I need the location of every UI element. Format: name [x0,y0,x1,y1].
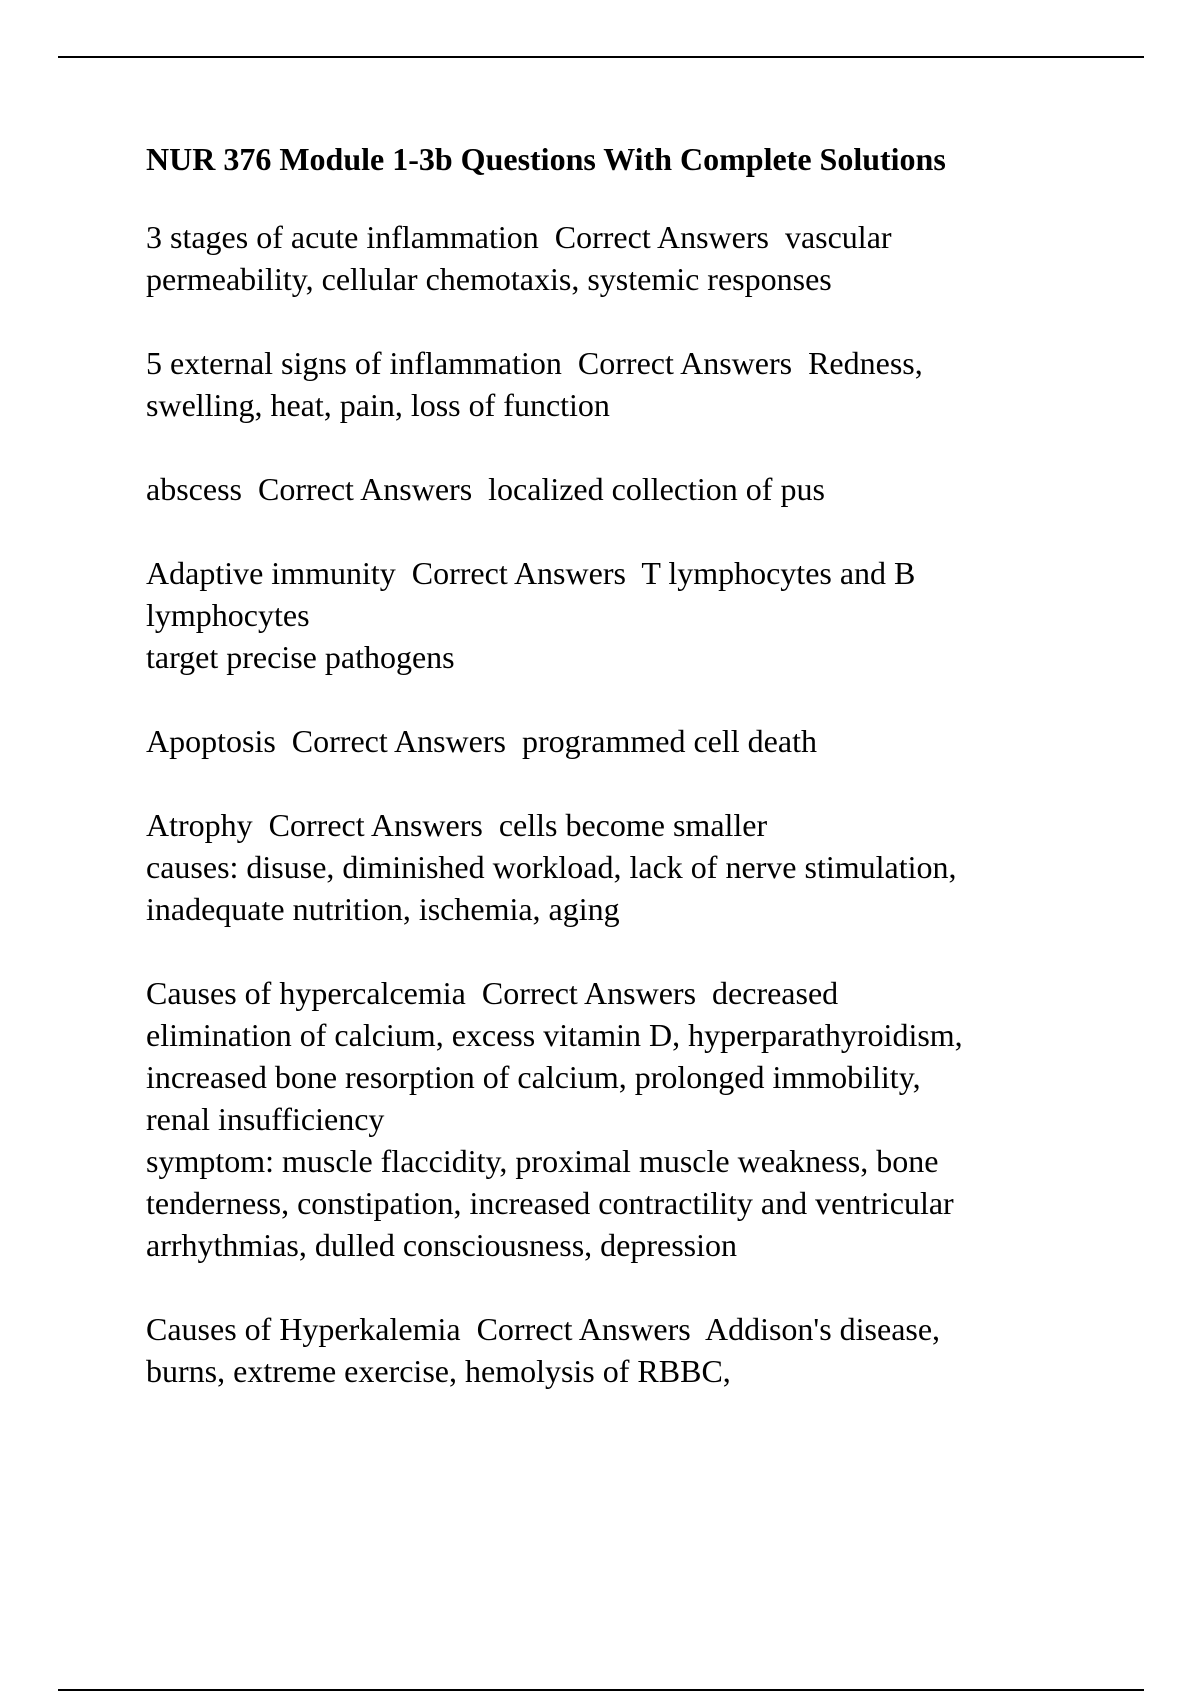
entry-line: Causes of hypercalcemia Correct Answers decreased [146,975,839,1011]
entry-line: renal insufficiency [146,1101,385,1137]
entry-line: arrhythmias, dulled consciousness, depression [146,1227,737,1263]
entry-line: lymphocytes [146,597,310,633]
footer-rule [58,1689,1144,1691]
document-title: NUR 376 Module 1-3b Questions With Complete Solutions [146,141,946,177]
header-rule [58,56,1144,58]
entry-line: inadequate nutrition, ischemia, aging [146,891,620,927]
document-body [146,138,1106,1434]
entry-line: 3 stages of acute inflammation Correct Answers vascular [146,219,892,255]
entry-line: 5 external signs of inflammation Correct Answers Redness, [146,345,923,381]
qa-entry [146,342,1106,426]
entry-line: Apoptosis Correct Answers programmed cell death [146,723,817,759]
entry-line: Atrophy Correct Answers cells become smaller [146,807,768,843]
entry-line: abscess Correct Answers localized collection of pus [146,471,825,507]
qa-entry [146,468,1106,510]
entry-line: symptom: muscle flaccidity, proximal muscle weakness, bone [146,1143,939,1179]
qa-entry [146,804,1106,930]
entry-line: swelling, heat, pain, loss of function [146,387,610,423]
qa-entry [146,1308,1106,1392]
entry-line: causes: disuse, diminished workload, lack of nerve stimulation, [146,849,957,885]
qa-entry [146,552,1106,678]
qa-entry [146,972,1106,1266]
qa-entry [146,720,1106,762]
entry-line: burns, extreme exercise, hemolysis of RBBC, [146,1353,731,1389]
entry-line: permeability, cellular chemotaxis, systemic responses [146,261,832,297]
entry-line: tenderness, constipation, increased contractility and ventricular [146,1185,954,1221]
entry-line: Causes of Hyperkalemia Correct Answers Addison's disease, [146,1311,941,1347]
entry-line: target precise pathogens [146,639,455,675]
qa-entry [146,216,1106,300]
entry-line: increased bone resorption of calcium, prolonged immobility, [146,1059,921,1095]
entry-line: Adaptive immunity Correct Answers T lymphocytes and B [146,555,916,591]
entry-line: elimination of calcium, excess vitamin D, hyperparathyroidism, [146,1017,963,1053]
